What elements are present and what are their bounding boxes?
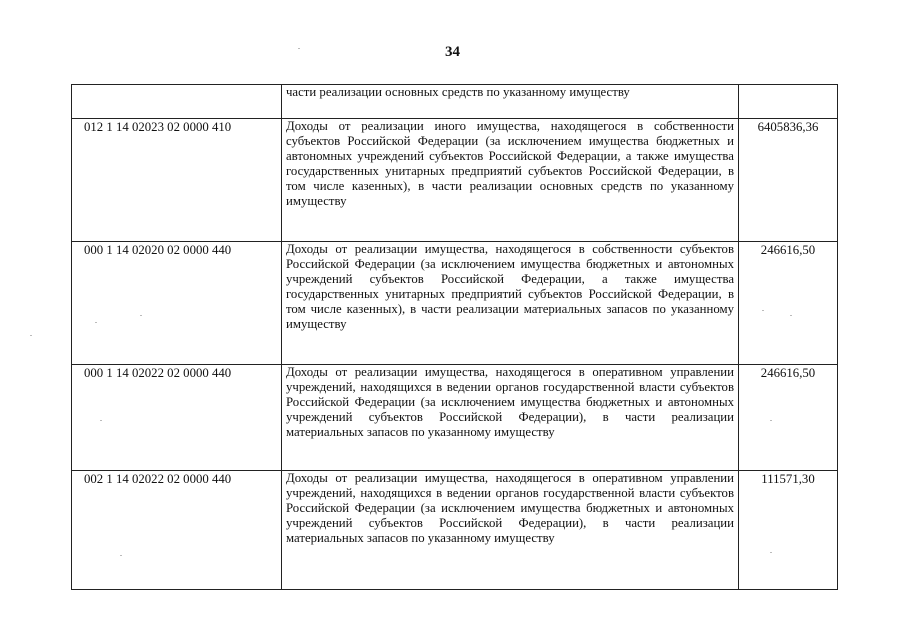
amount-cell: 246616,50 [739,242,838,365]
scan-speck [770,420,772,421]
amount-cell: 246616,50 [739,365,838,471]
budget-table [71,84,838,590]
scan-speck [100,420,102,421]
amount-cell: 111571,30 [739,471,838,590]
table-row [72,242,838,365]
description-cell: Доходы от реализации имущества, находящегося в оперативном управлении учреждений, находящихся в ведении органов государственной власти субъектов Российской Федерации (за исключением имущества бюджетных и автономных учреждений субъектов Российской Федерации), в части реализации материальных запасов по указанному имуществу [282,471,739,590]
scan-speck [770,552,772,553]
budget-code-cell [72,85,282,119]
description-cell: Доходы от реализации имущества, находящегося в оперативном управлении учреждений, находящихся в ведении органов государственной власти субъектов Российской Федерации (за исключением имущества бюджетных и автономных учреждений субъектов Российской Федерации), в части реализации материальных запасов по указанному имуществу [282,365,739,471]
scan-speck [95,322,97,323]
table-row [72,471,838,590]
description-cell: части реализации основных средств по указанному имуществу [282,85,739,119]
description-cell: Доходы от реализации имущества, находящегося в собственности субъектов Российской Федерации (за исключением имущества бюджетных и автономных учреждений субъектов Российской Федерации, а также имущества государственных унитарных предприятий субъектов Российской Федерации, в том числе казенных), в части реализации материальных запасов по указанному имуществу [282,242,739,365]
budget-code-cell: 000 1 14 02022 02 0000 440 [72,365,282,471]
table-row [72,365,838,471]
scan-speck [762,310,764,311]
budget-code-cell: 000 1 14 02020 02 0000 440 [72,242,282,365]
table-row [72,85,838,119]
budget-code-cell: 002 1 14 02022 02 0000 440 [72,471,282,590]
scan-speck [140,315,142,316]
amount-cell [739,85,838,119]
amount-cell: 6405836,36 [739,119,838,242]
page-number: 34 [445,44,460,60]
scan-speck [790,315,792,316]
table-row [72,119,838,242]
scan-speck [30,335,32,336]
scan-speck [120,555,122,556]
budget-code-cell: 012 1 14 02023 02 0000 410 [72,119,282,242]
scan-speck [298,48,300,49]
description-cell: Доходы от реализации иного имущества, находящегося в собственности субъектов Российской Федерации (за исключением имущества бюджетных и автономных учреждений субъектов Российской Федерации, а также имущества государственных унитарных предприятий субъектов Российской Федерации, в том числе казенных), в части реализации основных средств по указанному имуществу [282,119,739,242]
